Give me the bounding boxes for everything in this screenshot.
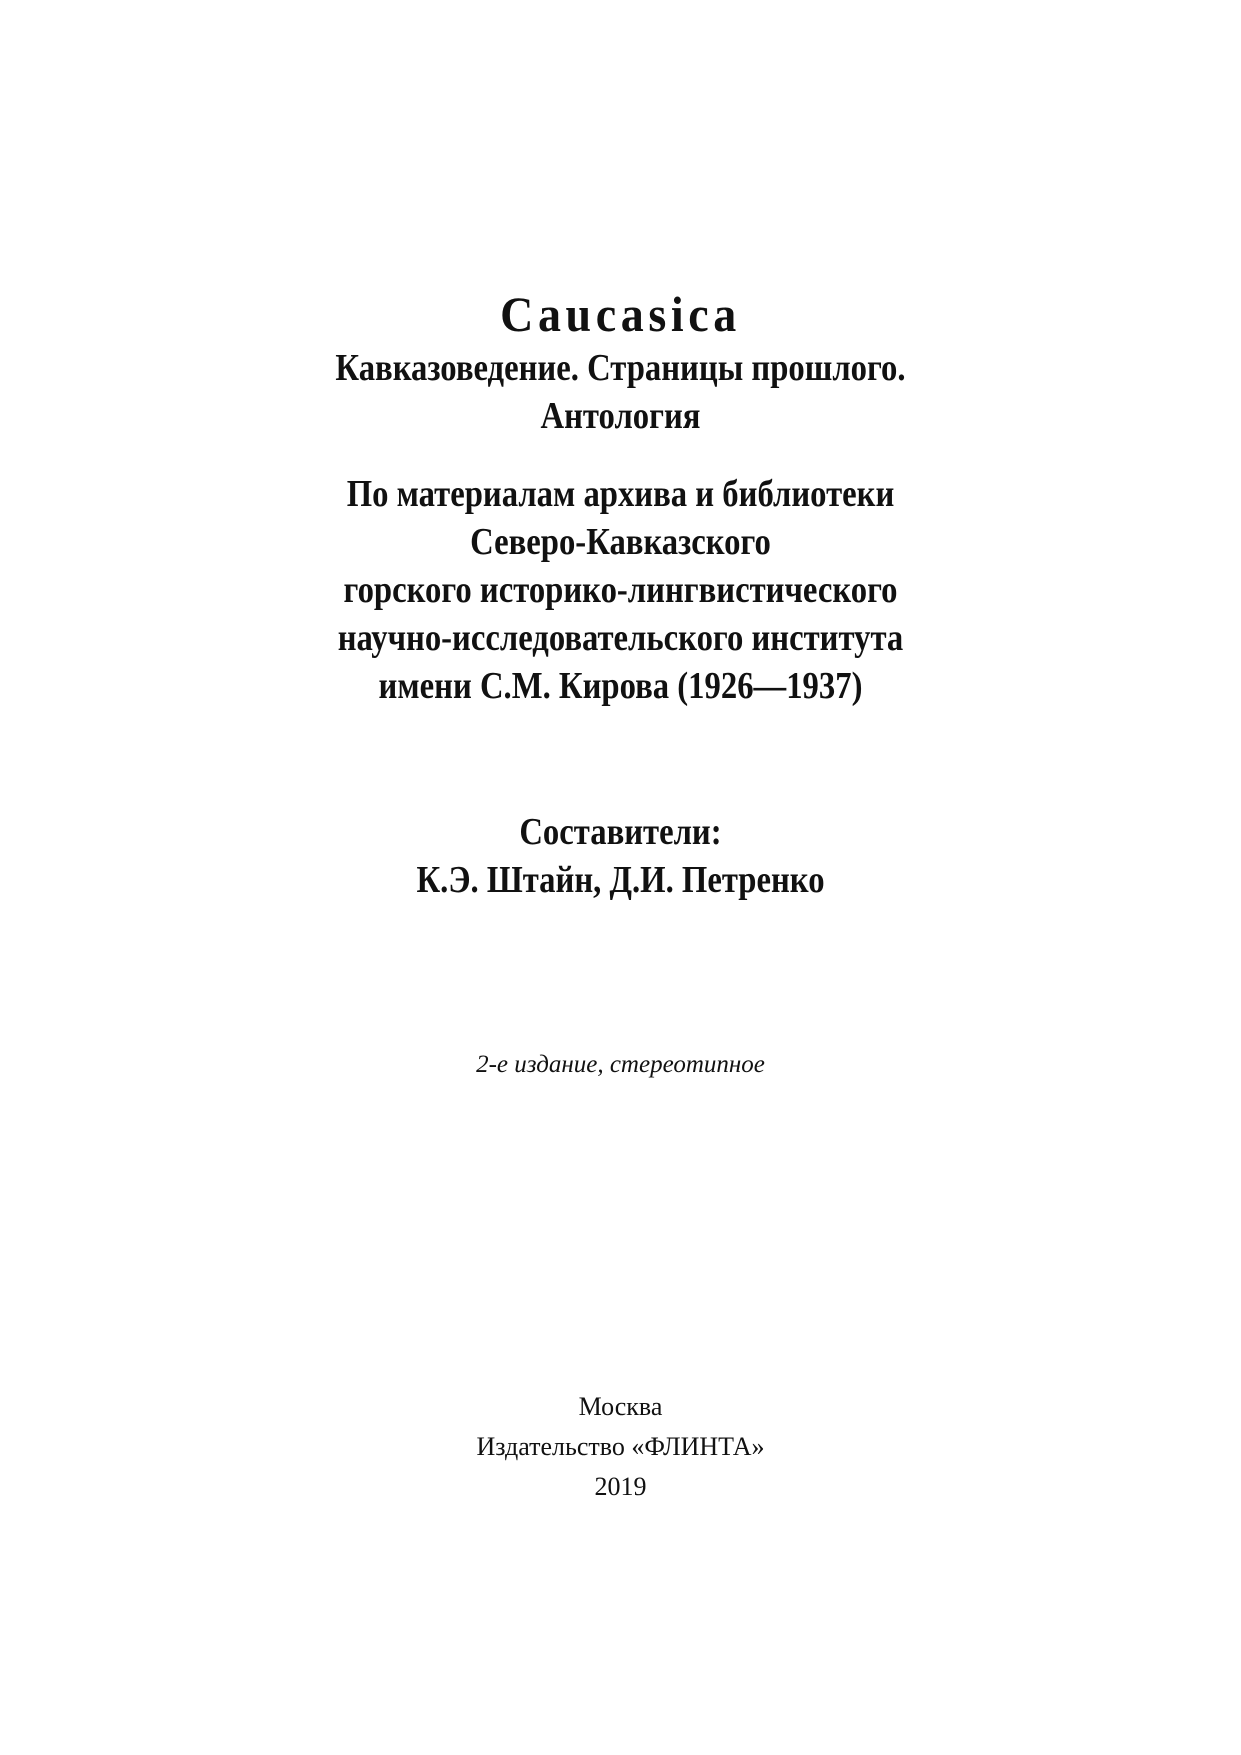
source-line: Северо-Кавказского [470, 521, 771, 563]
source-description [87, 470, 1154, 710]
source-line: научно-исследовательского института [337, 617, 904, 659]
book-title-block [50, 284, 1192, 344]
book-subtitle-block [87, 344, 1154, 440]
edition-note: 2-е издание, стереотипное [476, 1051, 765, 1078]
book-subtitle-line: Кавказоведение. Страницы прошлого. [335, 347, 906, 389]
book-title: Caucasica [500, 286, 741, 342]
source-line: горского историко-лингвистического [343, 569, 898, 611]
compilers-block [87, 808, 1154, 904]
edition-note-block [0, 1048, 1241, 1082]
book-subtitle-line: Антология [540, 395, 701, 437]
imprint-publisher: Издательство «ФЛИНТА» [476, 1432, 765, 1461]
compilers-label: Составители: [519, 811, 722, 853]
imprint-city: Москва [578, 1392, 663, 1421]
imprint-year: 2019 [594, 1472, 647, 1501]
compilers-names: К.Э. Штайн, Д.И. Петренко [416, 859, 825, 901]
source-line: По материалам архива и библиотеки [346, 473, 895, 515]
imprint-block [0, 1387, 1241, 1507]
source-line: имени С.М. Кирова (1926—1937) [378, 665, 863, 707]
